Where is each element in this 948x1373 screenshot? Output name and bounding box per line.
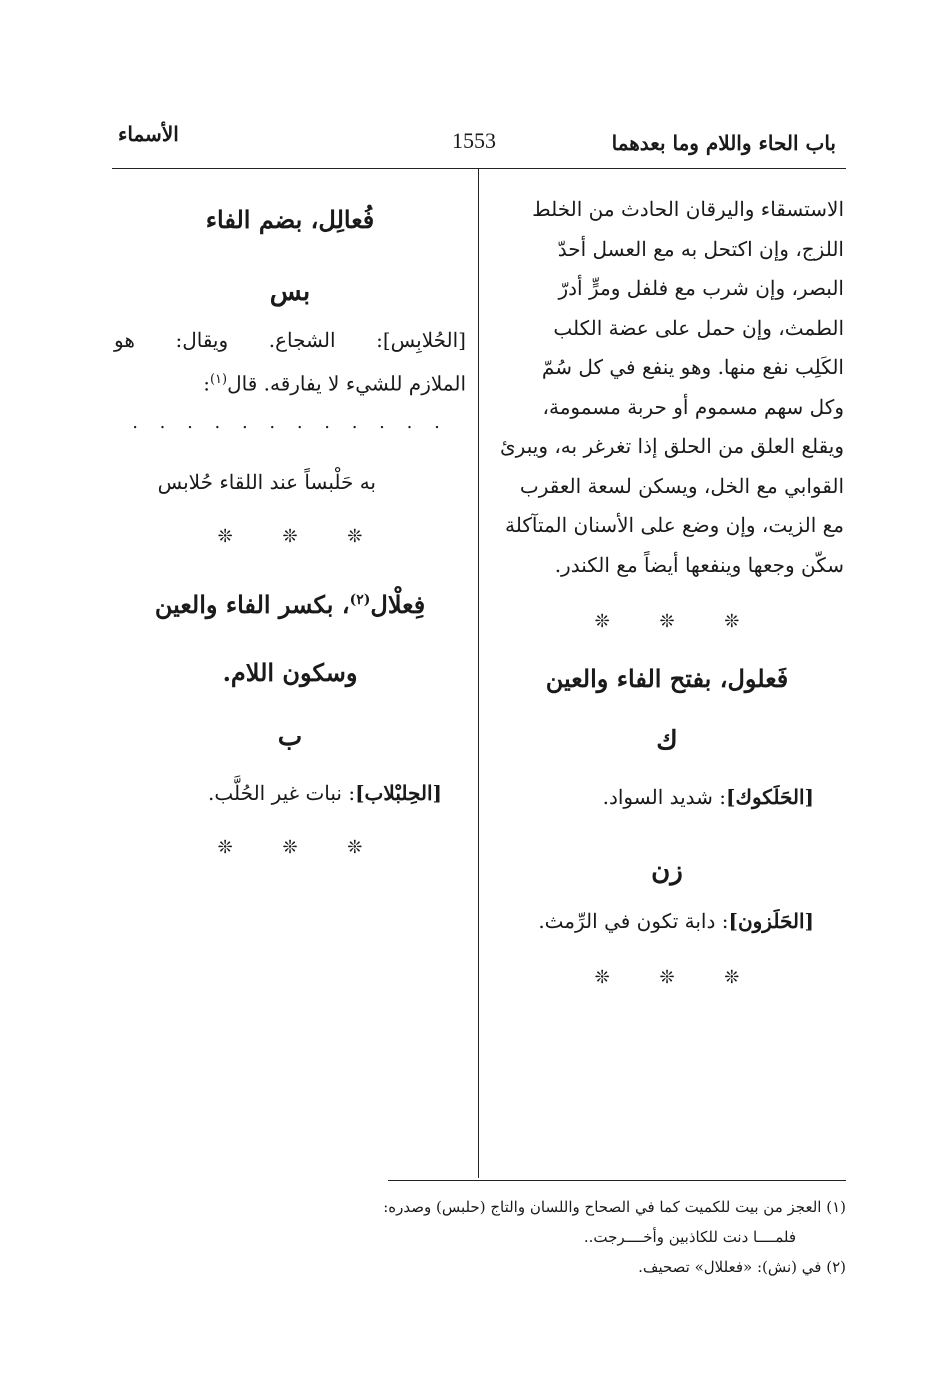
column-divider bbox=[478, 168, 479, 1178]
section-separator: ❊ ❊ ❊ bbox=[217, 836, 385, 858]
section-separator: ❊ ❊ ❊ bbox=[594, 611, 762, 632]
root-letters: زن bbox=[651, 856, 683, 886]
dictionary-entry bbox=[114, 773, 466, 813]
entry-line: [الحُلابِس]: الشجاع. ويقال: هو bbox=[114, 328, 466, 352]
heading-description: ، بكسر الفاء والعين bbox=[154, 589, 350, 619]
heading-pattern: فِعلْال bbox=[370, 589, 426, 619]
section-separator: ❊ ❊ ❊ bbox=[217, 525, 385, 547]
right-column bbox=[490, 190, 844, 993]
footnotes bbox=[310, 1192, 846, 1282]
entry-line bbox=[114, 360, 466, 404]
section-heading: فَعلول، بفتح الفاء والعين bbox=[545, 664, 789, 693]
page-number: 1553 bbox=[452, 128, 496, 153]
footnote-2: (٢) في (نش): «فعللال» تصحيف. bbox=[638, 1258, 846, 1276]
root-letters: ب bbox=[277, 721, 303, 752]
entry-headword: [الحَلَكوك] bbox=[726, 785, 814, 809]
entry-headword: [الحَلَزون] bbox=[728, 909, 814, 933]
entry-colon: : bbox=[203, 371, 210, 396]
paragraph-line: مع الزيت، وإن وضع على الأسنان المتآكلة bbox=[504, 513, 844, 537]
header-rule bbox=[112, 168, 846, 169]
left-column bbox=[114, 190, 466, 863]
paragraph-line: البصر، وإن شرب مع فلفل ومرٍّ أدرّ bbox=[558, 276, 844, 300]
root-letters: بس bbox=[269, 277, 311, 307]
footnote-reference: (٢) bbox=[349, 591, 371, 608]
entry-definition: : شديد السواد. bbox=[602, 785, 727, 809]
ellipsis-line: . . . . . . . . . . . . bbox=[132, 411, 448, 433]
entry-definition: : نبات غير الحُلَّب. bbox=[208, 780, 356, 805]
running-title-left: الأسماء bbox=[118, 122, 179, 146]
footnote-1: (١) العجز من بيت للكميت كما في الصحاح واللسان والتاج (حلبس) وصدره: bbox=[383, 1198, 846, 1216]
root-letters: ك bbox=[656, 726, 678, 756]
paragraph-line: الكَلِب نفع منها. وهو ينفع في كل سُمّ bbox=[541, 355, 844, 379]
paragraph-line: القوابي مع الخل، ويسكن لسعة العقرب bbox=[519, 473, 844, 498]
paragraph-line: الاستسقاء واليرقان الحادث من الخلط bbox=[532, 197, 844, 221]
entry-headword: [الحِلبْلاب] bbox=[355, 780, 442, 805]
paragraph-line: الطمث، وإن حمل على عضة الكلب bbox=[553, 315, 844, 340]
footnote-1-verse: فلمــــا دنت للكاذبين وأخــــرجت.. bbox=[583, 1228, 796, 1246]
section-separator: ❊ ❊ ❊ bbox=[594, 967, 762, 988]
section-heading: فُعالِل، بضم الفاء bbox=[205, 205, 375, 234]
paragraph-line: ويقلع العلق من الحلق إذا تغرغر به، ويبرئ bbox=[500, 434, 844, 458]
paragraph-line: اللزج، وإن اكتحل به مع العسل أحدّ bbox=[557, 236, 844, 261]
paragraph-last-line: سكّن وجعها وينفعها أيضاً مع الكندر. bbox=[554, 552, 844, 577]
entry-definition: : دابة تكون في الرِّمث. bbox=[538, 909, 729, 933]
dictionary-entry bbox=[490, 777, 844, 817]
footnote-rule bbox=[388, 1180, 846, 1181]
section-heading-continued: وسكون اللام. bbox=[222, 657, 358, 687]
section-heading bbox=[114, 580, 466, 625]
dictionary-entry bbox=[490, 901, 844, 941]
entry-text: الملازم للشيء لا يفارقه. قال bbox=[227, 371, 466, 396]
verse-line: به حَلْبساً عند اللقاء حُلابس bbox=[157, 469, 376, 494]
running-title-right: باب الحاء واللام وما بعدهما bbox=[611, 131, 836, 155]
paragraph-line: وكل سهم مسموم أو حربة مسمومة، bbox=[542, 394, 844, 419]
footnote-reference: (١) bbox=[209, 372, 228, 387]
